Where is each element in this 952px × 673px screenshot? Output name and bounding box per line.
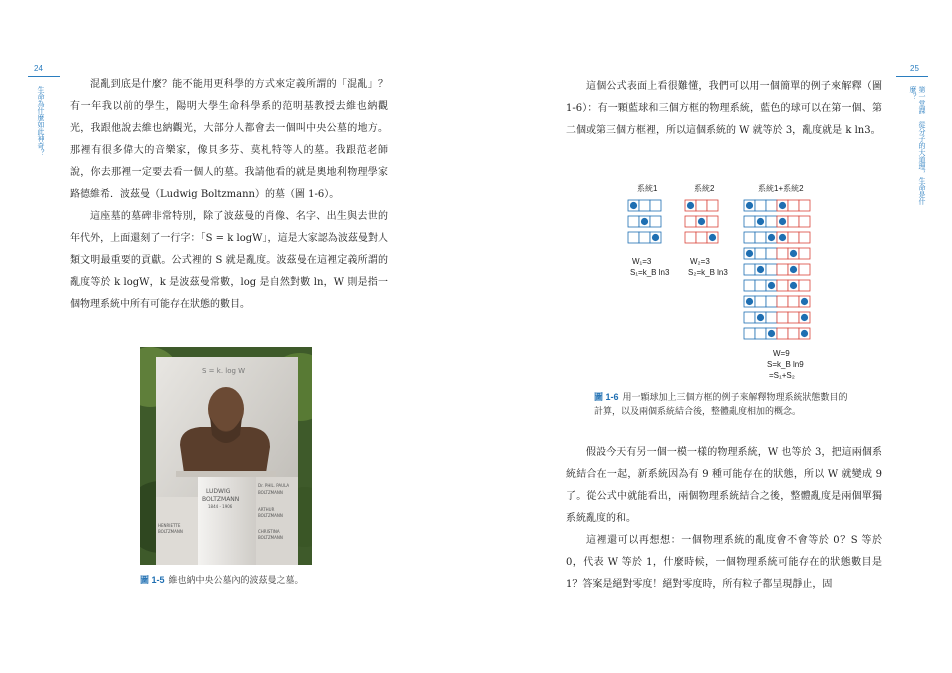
ball [801, 314, 808, 321]
box [744, 232, 755, 243]
box [755, 200, 766, 211]
svg-text:HENRIETTE: HENRIETTE [158, 523, 181, 528]
paragraph: 混亂到底是什麼？能不能用更科學的方式來定義所謂的「混亂」？有一年我以前的學生，陽明大學生命科學系的范明基教授去維也納觀光，我跟他說去維也納觀光，大部分人都會去一個叫中央公墓的地方。那裡有很多偉大的音樂家，像貝多芬、莫札特等人的墓。我跟范老師說，你去那裡一定要去看一個人的墓。我請他看的就是奧地利物理學家路德維希．波茲曼（Ludwig Boltzmann）的墓（圖 1-6）。 [70, 79, 388, 200]
side-tab-right: 第一堂課 從分子的大道理，生命是什麼？ [909, 86, 925, 205]
box [755, 280, 766, 291]
box [696, 232, 707, 243]
box [799, 280, 810, 291]
svg-text:BOLTZMANN: BOLTZMANN [202, 496, 240, 503]
svg-text:BOLTZMANN: BOLTZMANN [258, 535, 283, 540]
boltzmann-tomb-photo [140, 347, 312, 565]
ball [768, 234, 775, 241]
combined-state-s1 [744, 280, 777, 291]
combined-state-s1 [744, 264, 777, 275]
box [755, 248, 766, 259]
box [650, 200, 661, 211]
combined-state-s2 [777, 312, 810, 323]
box [766, 248, 777, 259]
combined-state-s1 [744, 296, 777, 307]
box [799, 248, 810, 259]
ball [779, 218, 786, 225]
ball [801, 298, 808, 305]
body-text-right-top [566, 76, 882, 142]
page-rule-left [28, 76, 60, 77]
tomb-engraving: S = k. log W [202, 367, 246, 375]
ball [746, 250, 753, 257]
box [788, 312, 799, 323]
ball [790, 250, 797, 257]
box [799, 216, 810, 227]
box [788, 200, 799, 211]
box [777, 296, 788, 307]
ball [779, 234, 786, 241]
figure-label: 圖 1-6 [594, 392, 619, 402]
svg-text:Dr. PHIL. PAULA: Dr. PHIL. PAULA [258, 483, 290, 488]
ball [790, 282, 797, 289]
body-text-right-bottom [566, 442, 882, 596]
page-number-right: 25 [910, 64, 919, 73]
body-text-left [70, 74, 388, 316]
ball [757, 266, 764, 273]
paragraph: 這座墓的墓碑非常特別，除了波茲曼的肖像、名字、出生與去世的年代外，上面還刻了一行字：「S = k logW」，這是大家認為波茲曼對人類文明最重要的貢獻。公式裡的 S 就是亂度。波茲曼在這裡定義所謂的亂度等於 k logW，k 是波茲曼常數，log 是自然對數 ln，W 則是指一個物理系統中所有可能存在狀態的數目。 [70, 211, 388, 310]
system2-s: S₂=k_B ln3 [688, 268, 728, 277]
system1-state [628, 200, 661, 211]
combined-state-s2 [777, 280, 810, 291]
combined-state-s1 [744, 248, 777, 259]
combined-state-s1 [744, 232, 777, 243]
combined-state-s1 [744, 328, 777, 339]
figure-caption-1-6 [594, 390, 854, 418]
box [766, 312, 777, 323]
combined-state-s2 [777, 216, 810, 227]
combined-state-s2 [777, 264, 810, 275]
box [799, 264, 810, 275]
box [777, 328, 788, 339]
svg-text:1844 - 1906: 1844 - 1906 [208, 504, 233, 509]
ball [757, 314, 764, 321]
box [777, 264, 788, 275]
paragraph: 假設今天有另一個一模一樣的物理系統，W 也等於 3，把這兩個系統結合在一起，新系統因為有 9 種可能存在的狀態，所以 W 就變成 9 了。從公式中就能看出，兩個物理系統結合之後，整體亂度是兩個單獨系統亂度的和。 [566, 447, 882, 524]
combined-title: 系統1+系統2 [758, 184, 804, 193]
box [744, 280, 755, 291]
figure-caption-1-5 [140, 573, 360, 587]
box [639, 232, 650, 243]
ball [698, 218, 705, 225]
ball [687, 202, 694, 209]
combined-state-s2 [777, 296, 810, 307]
paragraph: 這個公式表面上看很難懂，我們可以用一個簡單的例子來解釋（圖 1-6）：有一顆藍球和三個方框的物理系統，藍色的球可以在第一個、第二個或第三個方框裡，所以這個系統的 W 就等於 3，亂度就是 k ln3。 [566, 81, 882, 136]
figure-1-6-diagram [610, 176, 850, 390]
system1-state [628, 216, 661, 227]
box [707, 200, 718, 211]
box [639, 200, 650, 211]
box [788, 232, 799, 243]
ball [652, 234, 659, 241]
box [628, 232, 639, 243]
svg-text:BOLTZMANN: BOLTZMANN [258, 513, 283, 518]
caption-text: 維也納中央公墓內的波茲曼之墓。 [168, 575, 304, 585]
box [744, 312, 755, 323]
system1-title: 系統1 [637, 184, 658, 193]
combined-state-s1 [744, 200, 777, 211]
ball [641, 218, 648, 225]
ball [779, 202, 786, 209]
figure-label: 圖 1-5 [140, 575, 165, 585]
system2-title: 系統2 [694, 184, 715, 193]
box [777, 248, 788, 259]
box [744, 216, 755, 227]
svg-text:CHRISTINA: CHRISTINA [258, 529, 280, 534]
ball [630, 202, 637, 209]
box [788, 296, 799, 307]
box [744, 328, 755, 339]
page-number-left: 24 [34, 64, 43, 73]
box [685, 216, 696, 227]
box [788, 216, 799, 227]
box [766, 216, 777, 227]
box [628, 216, 639, 227]
box [755, 296, 766, 307]
combined-w: W=9 [773, 349, 790, 358]
box [799, 232, 810, 243]
box [685, 232, 696, 243]
ball [801, 330, 808, 337]
ball [768, 330, 775, 337]
box [777, 312, 788, 323]
ball [790, 266, 797, 273]
ball [709, 234, 716, 241]
system1-w: W₁=3 [632, 257, 652, 266]
box [799, 200, 810, 211]
combined-sum: =S₁+S₂ [769, 371, 795, 380]
box [650, 216, 661, 227]
caption-text: 用一顆球加上三個方框的例子來解釋物理系統狀態數目的計算，以及兩個系統結合後，整體亂度相加的概念。 [594, 392, 848, 416]
combined-state-s1 [744, 216, 777, 227]
box [766, 296, 777, 307]
side-tab-left: 生命為什麼如此神奇？ [37, 86, 44, 156]
svg-text:BOLTZMANN: BOLTZMANN [258, 490, 283, 495]
box [755, 232, 766, 243]
box [696, 200, 707, 211]
ball [757, 218, 764, 225]
svg-text:ARTHUR: ARTHUR [258, 507, 275, 512]
combined-state-s2 [777, 232, 810, 243]
system2-state [685, 216, 718, 227]
page-rule-right [896, 76, 928, 77]
box [777, 280, 788, 291]
ball [746, 298, 753, 305]
box [766, 200, 777, 211]
box [755, 328, 766, 339]
system1-state [628, 232, 661, 243]
combined-state-s2 [777, 248, 810, 259]
combined-state-s1 [744, 312, 777, 323]
ball [746, 202, 753, 209]
box [744, 264, 755, 275]
combined-state-s2 [777, 200, 810, 211]
box [766, 264, 777, 275]
svg-text:LUDWIG: LUDWIG [206, 488, 231, 495]
system2-state [685, 200, 718, 211]
paragraph: 這裡還可以再想想：一個物理系統的亂度會不會等於 0？S 等於 0，代表 W 等於 1，什麼時候，一個物理系統可能存在的狀態數目是 1？答案是絕對零度！絕對零度時，所有粒子都呈現靜止，固 [566, 535, 882, 590]
ball [768, 282, 775, 289]
combined-s: S=k_B ln9 [767, 360, 804, 369]
box [788, 328, 799, 339]
system1-s: S₁=k_B ln3 [630, 268, 670, 277]
box [707, 216, 718, 227]
system2-w: W₂=3 [690, 257, 710, 266]
system2-state [685, 232, 718, 243]
combined-state-s2 [777, 328, 810, 339]
svg-text:BOLTZMANN: BOLTZMANN [158, 529, 183, 534]
